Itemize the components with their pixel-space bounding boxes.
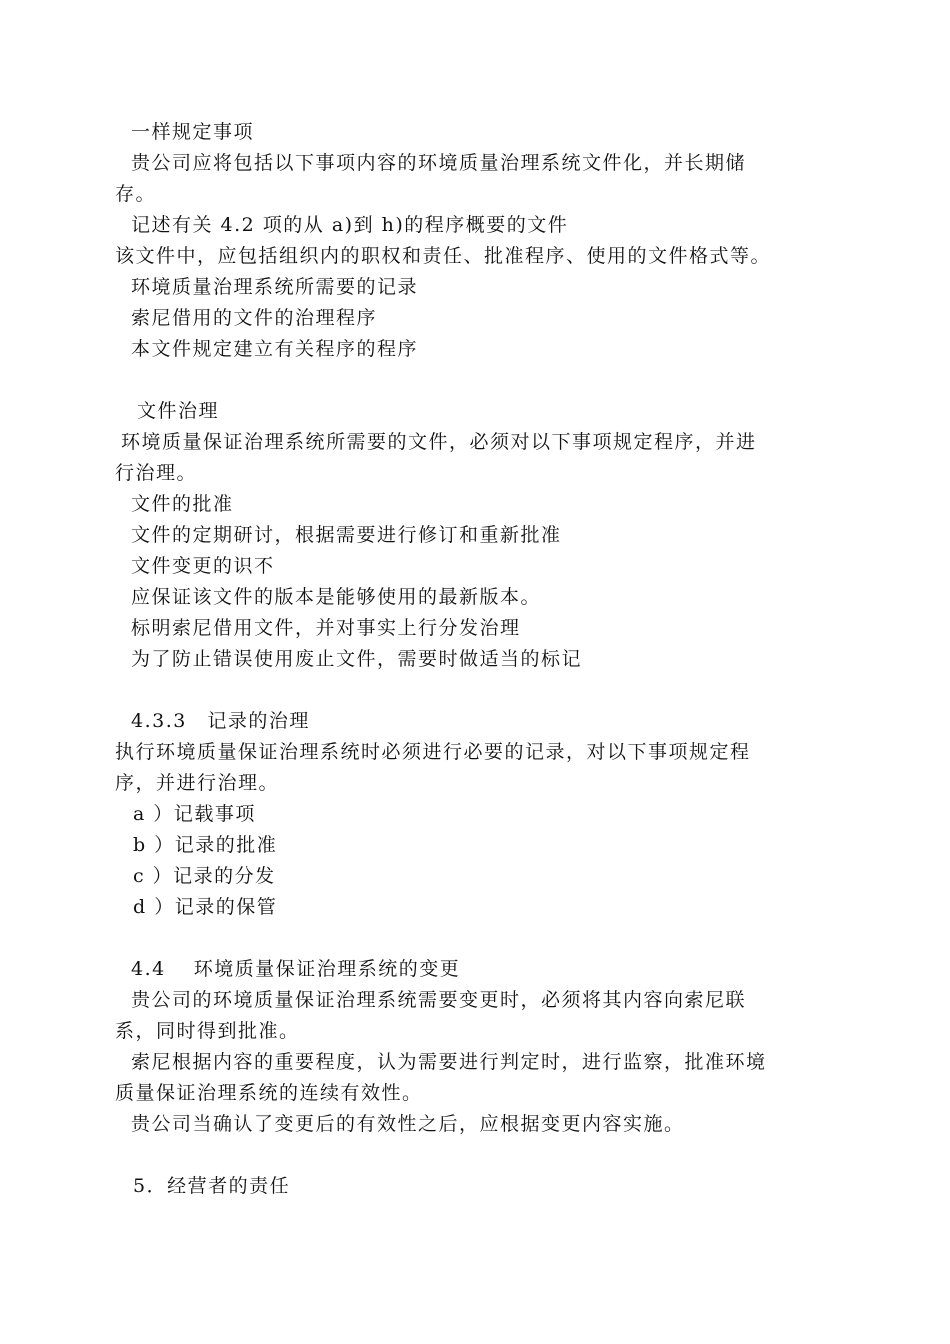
text-line-implement-change: 贵公司当确认了变更后的有效性之后，应根据变更内容实施。 — [131, 1113, 685, 1135]
text-line-sony-audit-cont: 质量保证治理系统的连续有效性。 — [115, 1082, 423, 1104]
text-line-sony-audit: 索尼根据内容的重要程度，认为需要进行判定时，进行监察，批准环境 — [131, 1051, 767, 1073]
text-line-records-needed: 环境质量治理系统所需要的记录 — [131, 276, 419, 298]
text-line-document-approval: 文件的批准 — [131, 493, 234, 515]
text-line-change-notification-cont: 系，同时得到批准。 — [115, 1020, 300, 1042]
section-heading-system-change: 4.4 环境质量保证治理系统的变更 — [131, 958, 461, 980]
list-item-d: d ）记录的保管 — [133, 896, 278, 918]
list-item-a: a ）记载事项 — [133, 803, 256, 825]
section-heading-document-control: 文件治理 — [137, 400, 220, 422]
section-heading-management-responsibility: 5．经营者的责任 — [133, 1175, 291, 1197]
text-line-records-intro-cont: 序，并进行治理。 — [115, 772, 280, 794]
text-line-change-identification: 文件变更的识不 — [131, 555, 275, 577]
text-line-documentation-requirement: 贵公司应将包括以下事项内容的环境质量治理系统文件化，并长期储 — [131, 152, 747, 174]
text-line-change-notification: 贵公司的环境质量保证治理系统需要变更时，必须将其内容向索尼联 — [131, 989, 747, 1011]
text-line-borrowed-docs-procedure: 索尼借用的文件的治理程序 — [131, 307, 378, 329]
list-item-c: c ）记录的分发 — [133, 865, 276, 887]
text-line-document-control-intro: 环境质量保证治理系统所需要的文件，必须对以下事项规定程序，并进 — [121, 431, 757, 453]
text-line-procedure-summary: 记述有关 4.2 项的从 a)到 h)的程序概要的文件 — [131, 214, 569, 236]
text-line-procedure-establishment: 本文件规定建立有关程序的程序 — [131, 338, 419, 360]
text-line-general-items: 一样规定事项 — [131, 121, 255, 143]
section-heading-records-control: 4.3.3 记录的治理 — [131, 710, 310, 732]
text-line-document-contents: 该文件中，应包括组织内的职权和责任、批准程序、使用的文件格式等。 — [115, 245, 772, 267]
text-line-borrowed-distribution: 标明索尼借用文件，并对事实上行分发治理 — [131, 617, 521, 639]
list-item-b: b ）记录的批准 — [133, 834, 278, 856]
text-line-document-control-intro-cont: 行治理。 — [115, 462, 198, 484]
text-line-latest-version: 应保证该文件的版本是能够使用的最新版本。 — [131, 586, 542, 608]
text-line-records-intro: 执行环境质量保证治理系统时必须进行必要的记录，对以下事项规定程 — [115, 741, 751, 763]
text-line-documentation-requirement-cont: 存。 — [115, 183, 157, 205]
text-line-obsolete-marking: 为了防止错误使用废止文件，需要时做适当的标记 — [131, 648, 583, 670]
text-line-periodic-review: 文件的定期研讨，根据需要进行修订和重新批准 — [131, 524, 562, 546]
